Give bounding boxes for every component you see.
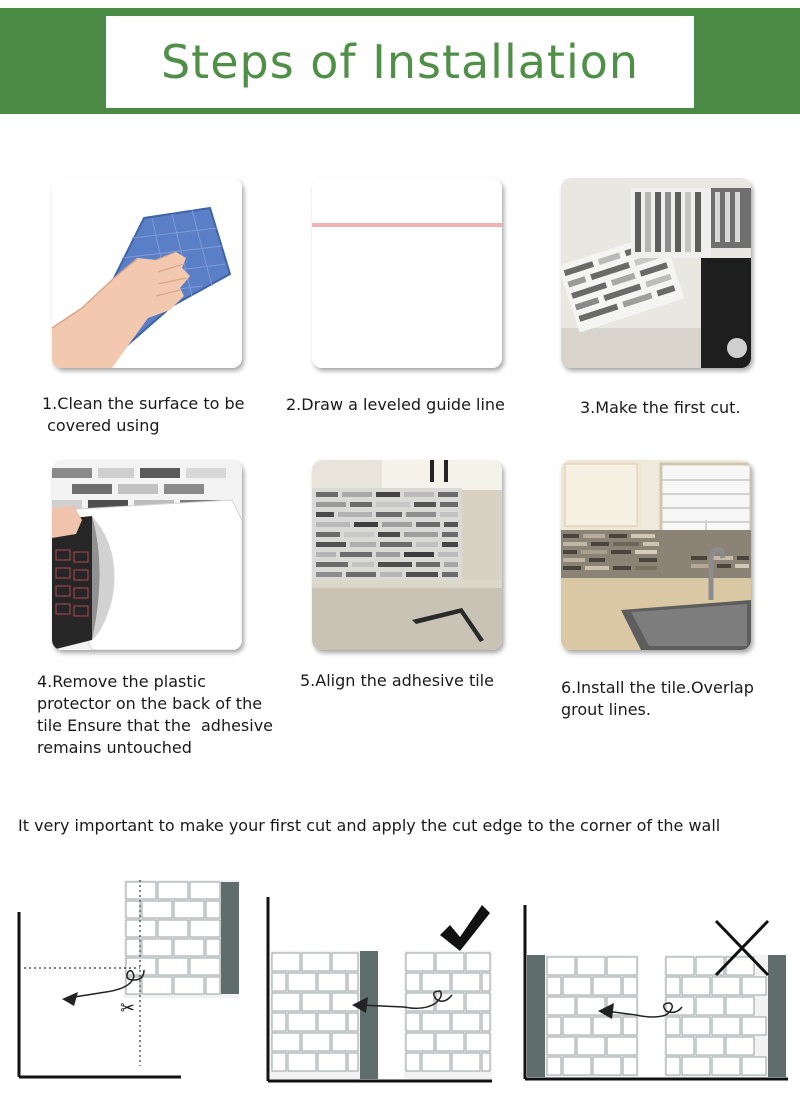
header-title-box [106,16,694,108]
tile-sheet [124,880,239,998]
step-6-caption: 6.Install the tile.Overlap grout lines. [561,678,754,719]
step-1-image [52,178,242,368]
tile-sheet-right [404,951,492,1079]
page-title: Steps of Installation [160,35,640,89]
guide-line [312,223,502,227]
step-3-caption: 3.Make the first cut. [580,398,741,417]
step-4-caption: 4.Remove the plastic protector on the back of the tile Ensure that the adhesive remains untouched [37,672,274,757]
important-note: It very important to make your first cut and apply the cut edge to the corner of the wall [18,816,721,835]
step-6-image [561,460,751,650]
step-5-image [312,460,502,650]
step-2-caption: 2.Draw a leveled guide line [286,395,505,414]
correct-diagram [264,895,494,1090]
tile-sheet-2 [631,188,711,258]
header-banner [0,8,800,114]
step-5-caption: 5.Align the adhesive tile [300,671,494,690]
scissors-icon: ✂ [120,998,136,1019]
cut-diagram [16,876,246,1086]
tile-sheet-left [527,955,639,1077]
step-4-image [52,460,242,650]
checkmark-icon [440,905,490,951]
tile-sheet-left [270,951,378,1079]
step-2-image [312,178,502,368]
step-3-image [561,178,751,368]
backsplash-tiles [312,488,462,580]
step-1-caption: 1.Clean the surface to be covered using [42,394,245,435]
wrong-diagram [520,903,788,1090]
